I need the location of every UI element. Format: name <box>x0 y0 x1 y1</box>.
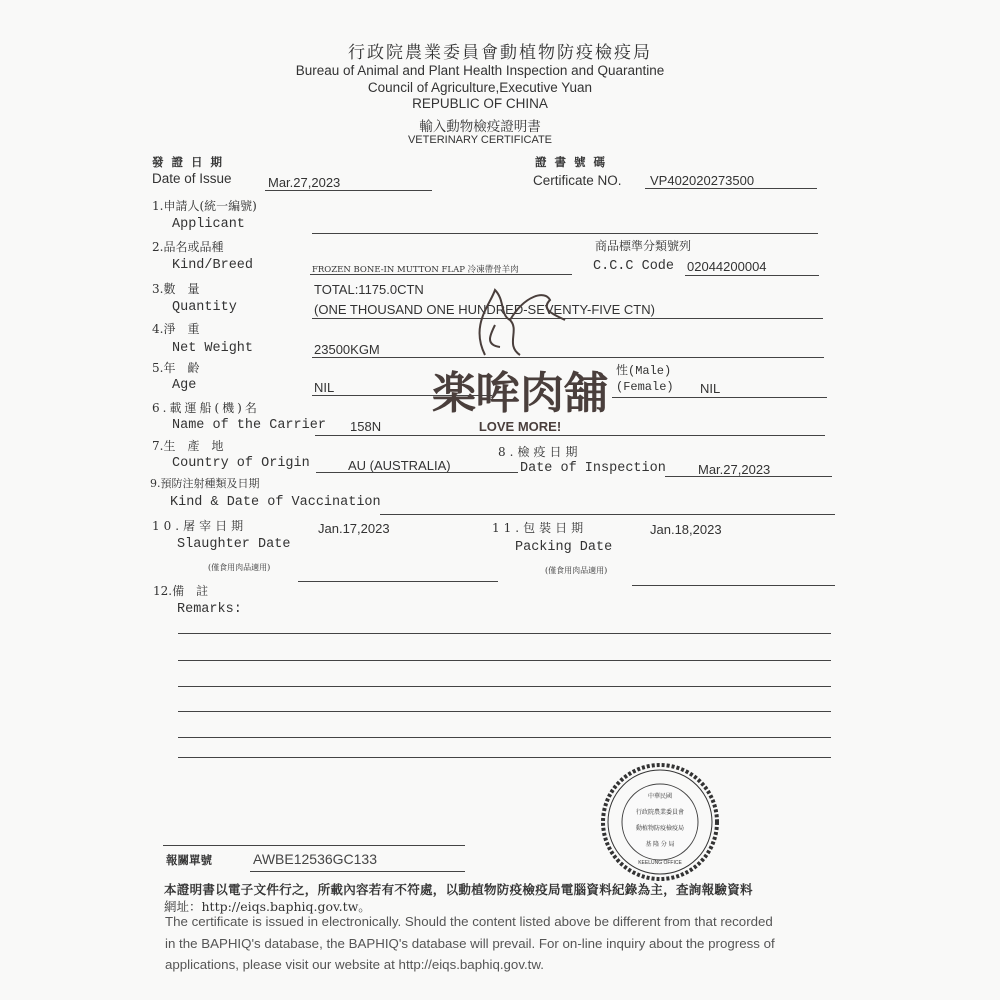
svg-text:動植物防疫檢疫局: 動植物防疫檢疫局 <box>635 826 685 832</box>
watermark-tagline: LOVE MORE! <box>478 419 562 434</box>
ccc-label: C.C.C Code <box>593 259 675 274</box>
footer-en-1: The certificate is issued in electronically. Should the content listed above be different from that recorded <box>165 914 773 929</box>
weight-label-zh: 4.淨 重 <box>152 322 200 336</box>
official-seal <box>600 762 720 882</box>
cert-label-zh: 證書號碼 <box>535 157 613 169</box>
origin-value: AU (AUSTRALIA) <box>348 458 451 473</box>
issue-label-zh: 發證日期 <box>152 157 230 169</box>
carrier-label-zh: 6.載運船(機)名 <box>152 401 260 415</box>
ccc-value: 02044200004 <box>687 259 767 274</box>
remarks-label-zh: 12.備 註 <box>153 584 209 598</box>
carrier-label: Name of the Carrier <box>172 418 326 433</box>
packing-label-zh: 11.包裝日期 <box>492 521 588 535</box>
svg-text:行政院農業委員會: 行政院農業委員會 <box>635 810 685 816</box>
applicant-label: Applicant <box>172 217 245 232</box>
country: REPUBLIC OF CHINA <box>412 96 548 111</box>
packing-label: Packing Date <box>515 540 613 555</box>
origin-label: Country of Origin <box>172 456 310 471</box>
weight-value: 23500KGM <box>314 342 380 357</box>
title-zh: 輸入動物檢疫證明書 <box>419 119 541 135</box>
age-label-zh: 5.年 齡 <box>152 361 200 375</box>
kind-value: FROZEN BONE-IN MUTTON FLAP 冷凍帶骨羊肉 <box>312 265 519 275</box>
svg-text:基 隆 分 局: 基 隆 分 局 <box>645 842 675 848</box>
issue-label: Date of Issue <box>152 171 232 186</box>
quantity-total: TOTAL:1175.0CTN <box>314 282 424 297</box>
footer-zh-1: 本證明書以電子文件行之，所載內容若有不符處，以動植物防疫檢疫局電腦資料紀錄為主，查詢報驗資料 <box>164 882 753 897</box>
slaughter-label: Slaughter Date <box>177 537 291 552</box>
issue-date: Mar.27,2023 <box>268 175 341 190</box>
weight-label: Net Weight <box>172 341 254 356</box>
sex-label: (Female) <box>616 380 674 394</box>
kind-label: Kind/Breed <box>172 258 254 273</box>
svg-text:中華民國: 中華民國 <box>647 794 673 800</box>
watermark-logo <box>410 285 630 445</box>
cert-number: VP402020273500 <box>650 173 755 188</box>
declaration-number: AWBE12536GC133 <box>253 851 377 867</box>
inspection-value: Mar.27,2023 <box>698 462 771 477</box>
ccc-label-zh: 商品標準分類號列 <box>595 239 692 253</box>
footer-zh-2: 網址：http://eiqs.baphiq.gov.tw。 <box>164 899 371 914</box>
quantity-label: Quantity <box>172 300 237 315</box>
origin-label-zh: 7.生 產 地 <box>152 439 224 453</box>
remarks-label: Remarks: <box>177 602 242 617</box>
title-en: VETERINARY CERTIFICATE <box>407 134 553 146</box>
inspection-label-zh: 8.檢疫日期 <box>498 445 582 459</box>
watermark-name: 楽哞肉舖 <box>432 368 608 419</box>
vaccination-label: Kind & Date of Vaccination <box>170 495 381 510</box>
footer-en-3: applications, please visit our website at http://eiqs.baphiq.gov.tw. <box>165 957 544 972</box>
quantity-words: (ONE THOUSAND ONE HUNDRED-SEVENTY-FIVE CTN) <box>314 302 655 317</box>
carrier-value: 158N <box>350 419 382 434</box>
vaccination-label-zh: 9.預防注射種類及日期 <box>150 477 260 490</box>
age-value: NIL <box>314 380 335 395</box>
kind-label-zh: 2.品名或品種 <box>152 240 224 254</box>
inspection-label: Date of Inspection <box>520 461 666 476</box>
sex-label-zh: 性(Male) <box>616 364 672 378</box>
agency-zh: 行政院農業委員會動植物防疫檢疫局 <box>348 43 652 63</box>
agency-en: Bureau of Animal and Plant Health Inspection and Quarantine <box>295 63 665 78</box>
age-label: Age <box>172 378 197 393</box>
packing-value: Jan.18,2023 <box>650 522 722 537</box>
footer-en-2: in the BAPHIQ's database, the BAPHIQ's database will prevail. For on-line inquiry about the progress of <box>165 936 775 951</box>
rabbit-icon <box>465 285 575 365</box>
packing-note: (僅食用肉品適用) <box>545 566 608 575</box>
cert-label: Certificate NO. <box>533 173 622 188</box>
applicant-label-zh: 1.申請人(統一編號) <box>152 199 257 213</box>
quantity-label-zh: 3.數 量 <box>152 282 200 296</box>
sex-value: NIL <box>700 381 721 396</box>
svg-text:KEELUNG OFFICE: KEELUNG OFFICE <box>638 860 682 866</box>
slaughter-value: Jan.17,2023 <box>318 521 390 536</box>
slaughter-note: (僅食用肉品適用) <box>208 563 271 572</box>
slaughter-label-zh: 10.屠宰日期 <box>152 519 248 533</box>
declaration-label: 報關單號 <box>166 853 212 867</box>
council: Council of Agriculture,Executive Yuan <box>367 80 593 95</box>
